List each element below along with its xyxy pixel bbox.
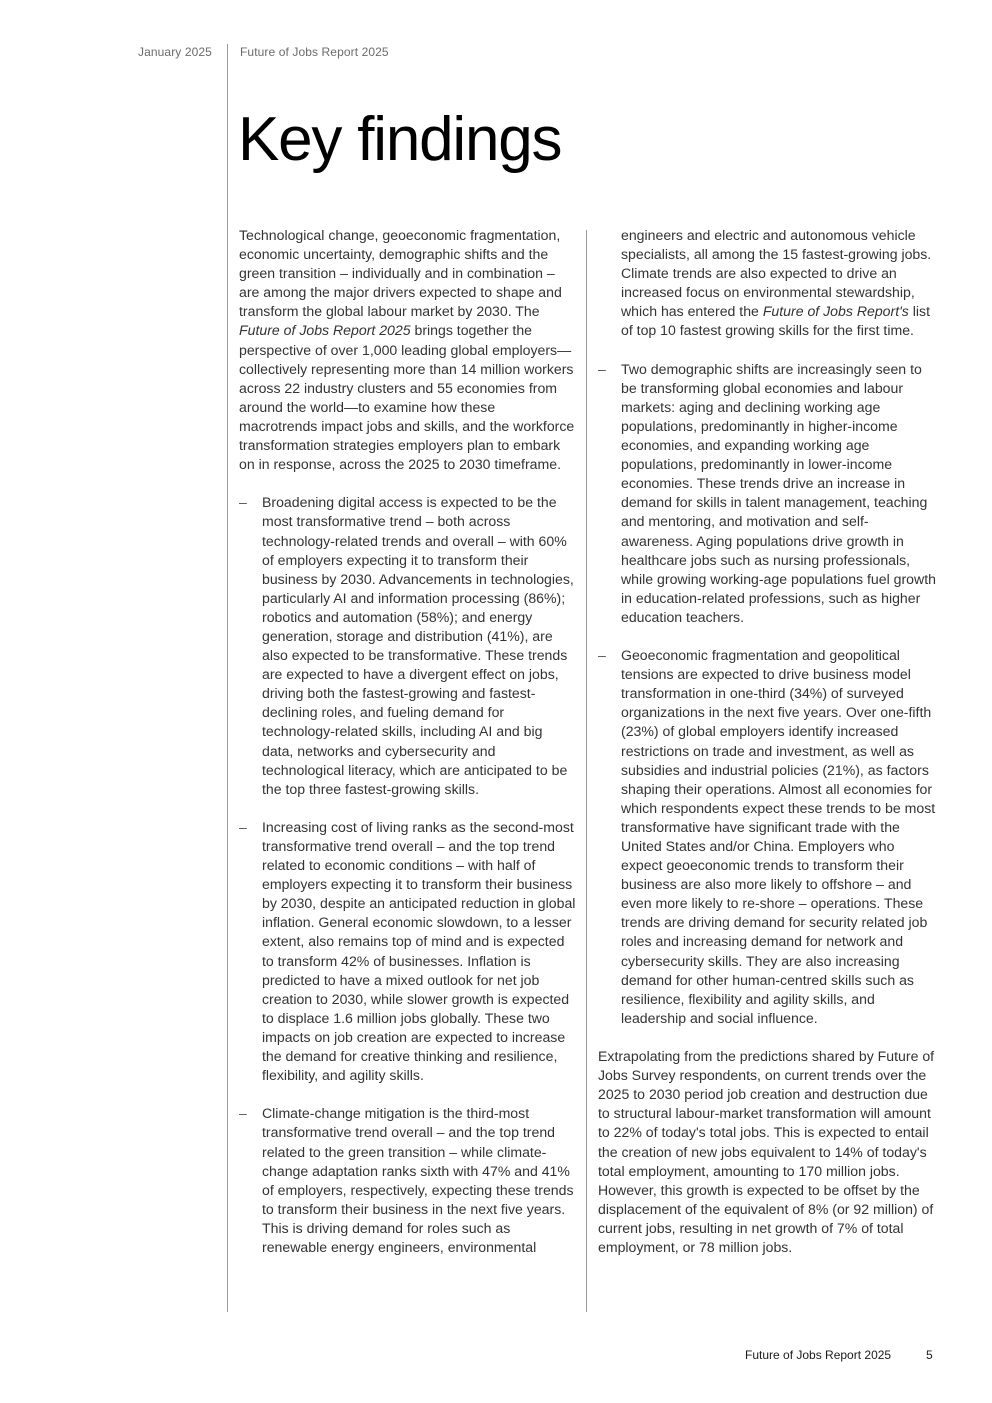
bullet-climate-change [239, 1104, 577, 1257]
right-column [598, 226, 936, 1257]
bullet-cost-of-living [239, 818, 577, 1085]
bullet-dash: – [239, 818, 247, 835]
bullet-dash: – [598, 647, 606, 664]
bullet-text: Two demographic shifts are increasingly seen to be transforming global economies and labour markets: aging and declining working age populations, predominantly in higher-income economies, and expanding working age populations, predominantly in lower-income economies. These trends drive an increase in demand for skills in talent management, teaching and mentoring, and motivation and self-awareness. Aging populations drive growth in healthcare jobs such as nursing professionals, while growing working-age populations fuel growth in education-related professions, such as higher education teachers. [621, 360, 936, 625]
closing-paragraph: Extrapolating from the predictions shared by Future of Jobs Survey respondents, on current trends over the 2025 to 2030 period job creation and destruction due to structural labour-market transformation will amount to 22% of today's total jobs. This is expected to entail the creation of new jobs equivalent to 14% of today's total employment, amounting to 170 million jobs. However, this growth is expected to be offset by the displacement of the equivalent of 8% (or 92 million) of current jobs, resulting in net growth of 7% of total employment, or 78 million jobs. [598, 1048, 935, 1255]
bullet-text: Geoeconomic fragmentation and geopolitical tensions are expected to drive business model transformation in one-third (34%) of surveyed organizations in the next five years. Over one-fifth (23%) of global employers identify increased restrictions on trade and investment, as well as subsidies and industrial policies (21%), as factors shaping their operations. Almost all economies for which respondents expect these trends to be most transformative have significant trade with the United States and/or China. Employers who expect geoeconomic trends to transform their business are also more likely to offshore – and even more likely to re-shore – operations. These trends are driving demand for security related job roles and increasing demand for network and cybersecurity skills. They are also increasing demand for other human-centred skills such as resilience, flexibility and agility skills, and leadership and social influence. [621, 647, 936, 1026]
bullet-dash: – [239, 1105, 247, 1122]
left-column [239, 226, 577, 1257]
footer-report-title: Future of Jobs Report 2025 [745, 1348, 892, 1362]
intro-report-title: Future of Jobs Report 2025 [239, 322, 411, 339]
bullet-geoeconomic-fragmentation [598, 646, 936, 1028]
header-divider-line [227, 44, 228, 1312]
continued-text-1: engineers and electric and autonomous vehicle specialists, all among the 15 fastest-growing jobs. Climate trends are also expected to drive an increased focus on environmental stewardship, which has entered the [621, 227, 932, 320]
header-date: January 2025 [138, 45, 212, 59]
page-title: Key findings [238, 105, 562, 174]
continued-text-2: list of top 10 fastest growing skills for the first time. [621, 303, 930, 339]
bullet-text: Climate-change mitigation is the third-most transformative trend overall – and the top trend related to the green transition – while climate-change adaptation ranks sixth with 47% and 41% of employers, respectively, expecting these trends to transform their business in the next five years. This is driving demand for roles such as renewable energy engineers, environmental [262, 1105, 574, 1255]
bullet-demographic-shifts [598, 360, 936, 627]
intro-paragraph [239, 226, 577, 474]
bullet-climate-change-continued [598, 226, 936, 341]
bullet-text: Increasing cost of living ranks as the second-most transformative trend overall – and the top trend related to economic conditions – with half of employers expecting it to transform their business by 2030, despite an anticipated reduction in global inflation. General economic slowdown, to a lesser extent, also remains top of mind and is expected to transform 42% of businesses. Inflation is predicted to have a mixed outlook for net job creation to 2030, while slower growth is expected to displace 1.6 million jobs globally. These two impacts on job creation are expected to increase the demand for creative thinking and resilience, flexibility, and agility skills. [262, 818, 576, 1084]
page-number: 5 [926, 1348, 933, 1362]
column-divider-line [586, 230, 587, 1312]
bullet-dash: – [598, 360, 606, 377]
bullet-text: Broadening digital access is expected to be the most transformative trend – both across technology-related trends and overall – with 60% of employers expecting it to transform their business by 2030. Advancements in technologies, particularly AI and information processing (86%); robotics and automation (58%); and energy generation, storage and distribution (41%), are also expected to be transformative. These trends are expected to have a divergent effect on jobs, driving both the fastest-growing and fastest-declining roles, and fueling demand for technology-related skills, including AI and big data, networks and cybersecurity and technological literacy, which are anticipated to be the top three fastest-growing skills. [262, 494, 574, 797]
header-report-title: Future of Jobs Report 2025 [240, 45, 389, 59]
bullet-digital-access [239, 493, 577, 799]
continued-report-title: Future of Jobs Report's [762, 303, 909, 320]
bullet-dash: – [239, 494, 247, 511]
intro-text-1: Technological change, geoeconomic fragmentation, economic uncertainty, demographic shifts and the green transition – individually and in combination – are among the major drivers expected to shape and transform the global labour market by 2030. The [239, 227, 562, 320]
intro-text-2: brings together the perspective of over 1,000 leading global employers—collectively representing more than 14 million workers across 22 industry clusters and 55 economies from around the world—to examine how these macrotrends impact jobs and skills, and the workforce transformation strategies employers plan to embark on in response, across the 2025 to 2030 timeframe. [239, 322, 575, 473]
